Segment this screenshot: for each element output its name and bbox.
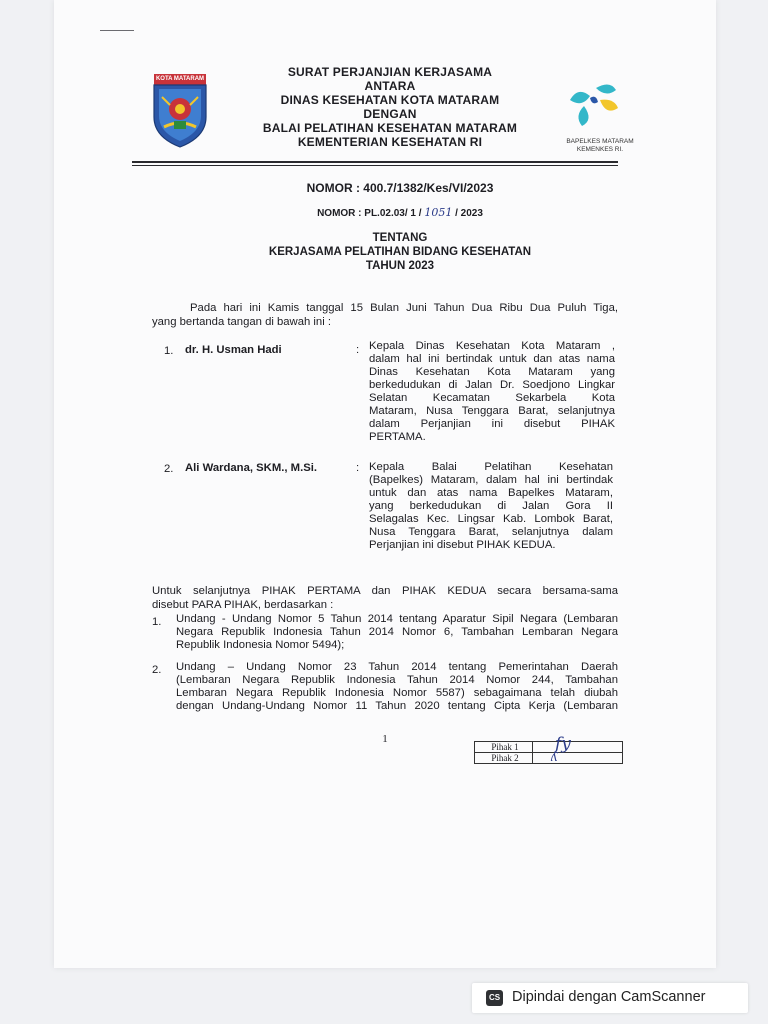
party-2-desc-line: untuk dan atas nama Bapelkes Mataram, <box>369 487 613 499</box>
bapelkes-flower-icon <box>560 76 640 136</box>
header-line-3: DINAS KESEHATAN KOTA MATARAM <box>280 93 500 107</box>
header-line-1: SURAT PERJANJIAN KERJASAMA <box>287 65 493 79</box>
bapelkes-caption-line-1: BAPELKES MATARAM <box>566 138 634 145</box>
law-2-line: dengan Undang-Undang Nomor 11 Tahun 2020 tentang Cipta Kerja (Lembaran <box>176 700 618 712</box>
paraf-label: Pihak 1 <box>475 742 533 753</box>
paraf-signature-cell <box>533 750 623 764</box>
party-1-desc-line: berkedudukan di Jalan Dr. Soedjono Lingkar <box>369 379 615 391</box>
party-2-desc-line: yang berkedudukan di Jalan Gora II <box>369 500 613 512</box>
party-2-desc-line: Nusa Tenggara Barat, selanjutnya dalam <box>369 526 613 538</box>
party-1-desc-line: dalam Perjanjian ini disebut PIHAK <box>369 418 615 430</box>
party-1-description <box>369 340 615 444</box>
law-2-line: Undang – Undang Nomor 23 Tahun 2014 tentang Pemerintahan Daerah <box>176 661 618 673</box>
party-2-number: 2. <box>164 463 174 475</box>
camscanner-watermark <box>472 983 748 1013</box>
header-line-2: ANTARA <box>364 79 416 93</box>
party-2-name: Ali Wardana, SKM., M.Si. <box>185 462 318 474</box>
intro-line-1: Pada hari ini Kamis tanggal 15 Bulan Juni Tahun Dua Ribu Dua Puluh Tiga, <box>190 302 618 314</box>
header-line-4: DENGAN <box>363 107 417 121</box>
page-number: 1 <box>382 733 388 745</box>
party-2-colon: : <box>356 462 360 474</box>
nomor-secondary-prefix: NOMOR : PL.02.03/ 1 / <box>317 208 425 219</box>
camscanner-icon: CS <box>486 990 503 1006</box>
party-1-name: dr. H. Usman Hadi <box>185 344 282 356</box>
intro-line-2: yang bertanda tangan di bawah ini : <box>152 316 332 328</box>
law-1-line: Undang - Undang Nomor 5 Tahun 2014 tentang Aparatur Sipil Negara (Lembaran <box>176 613 618 625</box>
nomor-handwritten-number: 1051 <box>424 206 453 219</box>
law-1-line: Republik Indonesia Nomor 5494); <box>176 639 345 651</box>
law-2-number: 2. <box>152 664 162 676</box>
party-2-desc-line: Selagalas Kec. Lingsar Kab. Lombok Barat, <box>369 513 613 525</box>
party-2-desc-line: (Bapelkes) Mataram, dalam hal ini bertindak <box>369 474 613 486</box>
party-1-desc-line: dalam hal ini bertindak untuk dan atas nama <box>369 353 615 365</box>
law-2-text <box>176 661 618 713</box>
crest-shield-icon <box>150 83 210 149</box>
paraf-row <box>475 742 623 753</box>
title-tentang: TENTANG <box>372 232 428 244</box>
party-1-number: 1. <box>164 345 174 357</box>
paraf-1-initial-mark: fy <box>555 734 571 754</box>
law-1-number: 1. <box>152 616 162 628</box>
nomor-secondary-suffix: / 2023 <box>452 208 483 219</box>
paraf-table <box>474 734 623 764</box>
para-pihak-line-2: disebut PARA PIHAK, berdasarkan : <box>152 599 334 611</box>
party-1-desc-line: Selatan Kecamatan Sekarbela Kota <box>369 392 615 404</box>
nomor-secondary <box>200 206 600 219</box>
header-line-6: KEMENTERIAN KESEHATAN RI <box>297 135 483 149</box>
header-divider-thin <box>132 165 618 166</box>
bapelkes-caption-line-2: KEMENKES RI. <box>576 146 624 153</box>
scan-edge-mark <box>100 30 134 31</box>
bapelkes-mataram-logo <box>560 76 640 156</box>
bapelkes-caption <box>560 138 640 154</box>
party-2-description <box>369 461 613 552</box>
party-2-desc-line: Perjanjian ini disebut PIHAK KEDUA. <box>369 539 556 551</box>
party-1-desc-line: Mataram, Nusa Tenggara Barat, selanjutnya <box>369 405 615 417</box>
nomor-primary: NOMOR : 400.7/1382/Kes/VI/2023 <box>306 181 494 195</box>
law-1-text <box>176 613 618 652</box>
party-1-desc-line: Kepala Dinas Kesehatan Kota Mataram , <box>369 340 615 352</box>
camscanner-text: Dipindai dengan CamScanner <box>512 989 706 1005</box>
paraf-label: Pihak 2 <box>475 753 533 764</box>
header-divider-thick <box>132 161 618 163</box>
law-1-line: Negara Republik Indonesia Tahun 2014 Nomor 6, Tambahan Lembaran Negara <box>176 626 618 638</box>
law-2-line: Lembaran Negara Republik Indonesia Nomor 5587) sebagaimana telah diubah <box>176 687 618 699</box>
party-2-desc-line: Kepala Balai Pelatihan Kesehatan <box>369 461 613 473</box>
paraf-2-initial-mark: ʎ <box>551 750 558 764</box>
paraf-row <box>475 753 623 764</box>
title-year: TAHUN 2023 <box>365 260 435 272</box>
law-2-line: (Lembaran Negara Republik Indonesia Tahun 2014 Nomor 244, Tambahan <box>176 674 618 686</box>
title-subject: KERJASAMA PELATIHAN BIDANG KESEHATAN <box>268 246 532 258</box>
party-1-desc-line: Dinas Kesehatan Kota Mataram yang <box>369 366 615 378</box>
party-1-colon: : <box>356 344 360 356</box>
crest-caption: KOTA MATARAM <box>154 74 206 85</box>
kota-mataram-crest-logo <box>150 74 210 150</box>
party-1-desc-line: PERTAMA. <box>369 431 426 443</box>
paraf-signature-cell <box>533 734 623 754</box>
header-line-5: BALAI PELATIHAN KESEHATAN MATARAM <box>262 121 518 135</box>
para-pihak-line-1: Untuk selanjutnya PIHAK PERTAMA dan PIHAK KEDUA secara bersama-sama <box>152 585 618 597</box>
